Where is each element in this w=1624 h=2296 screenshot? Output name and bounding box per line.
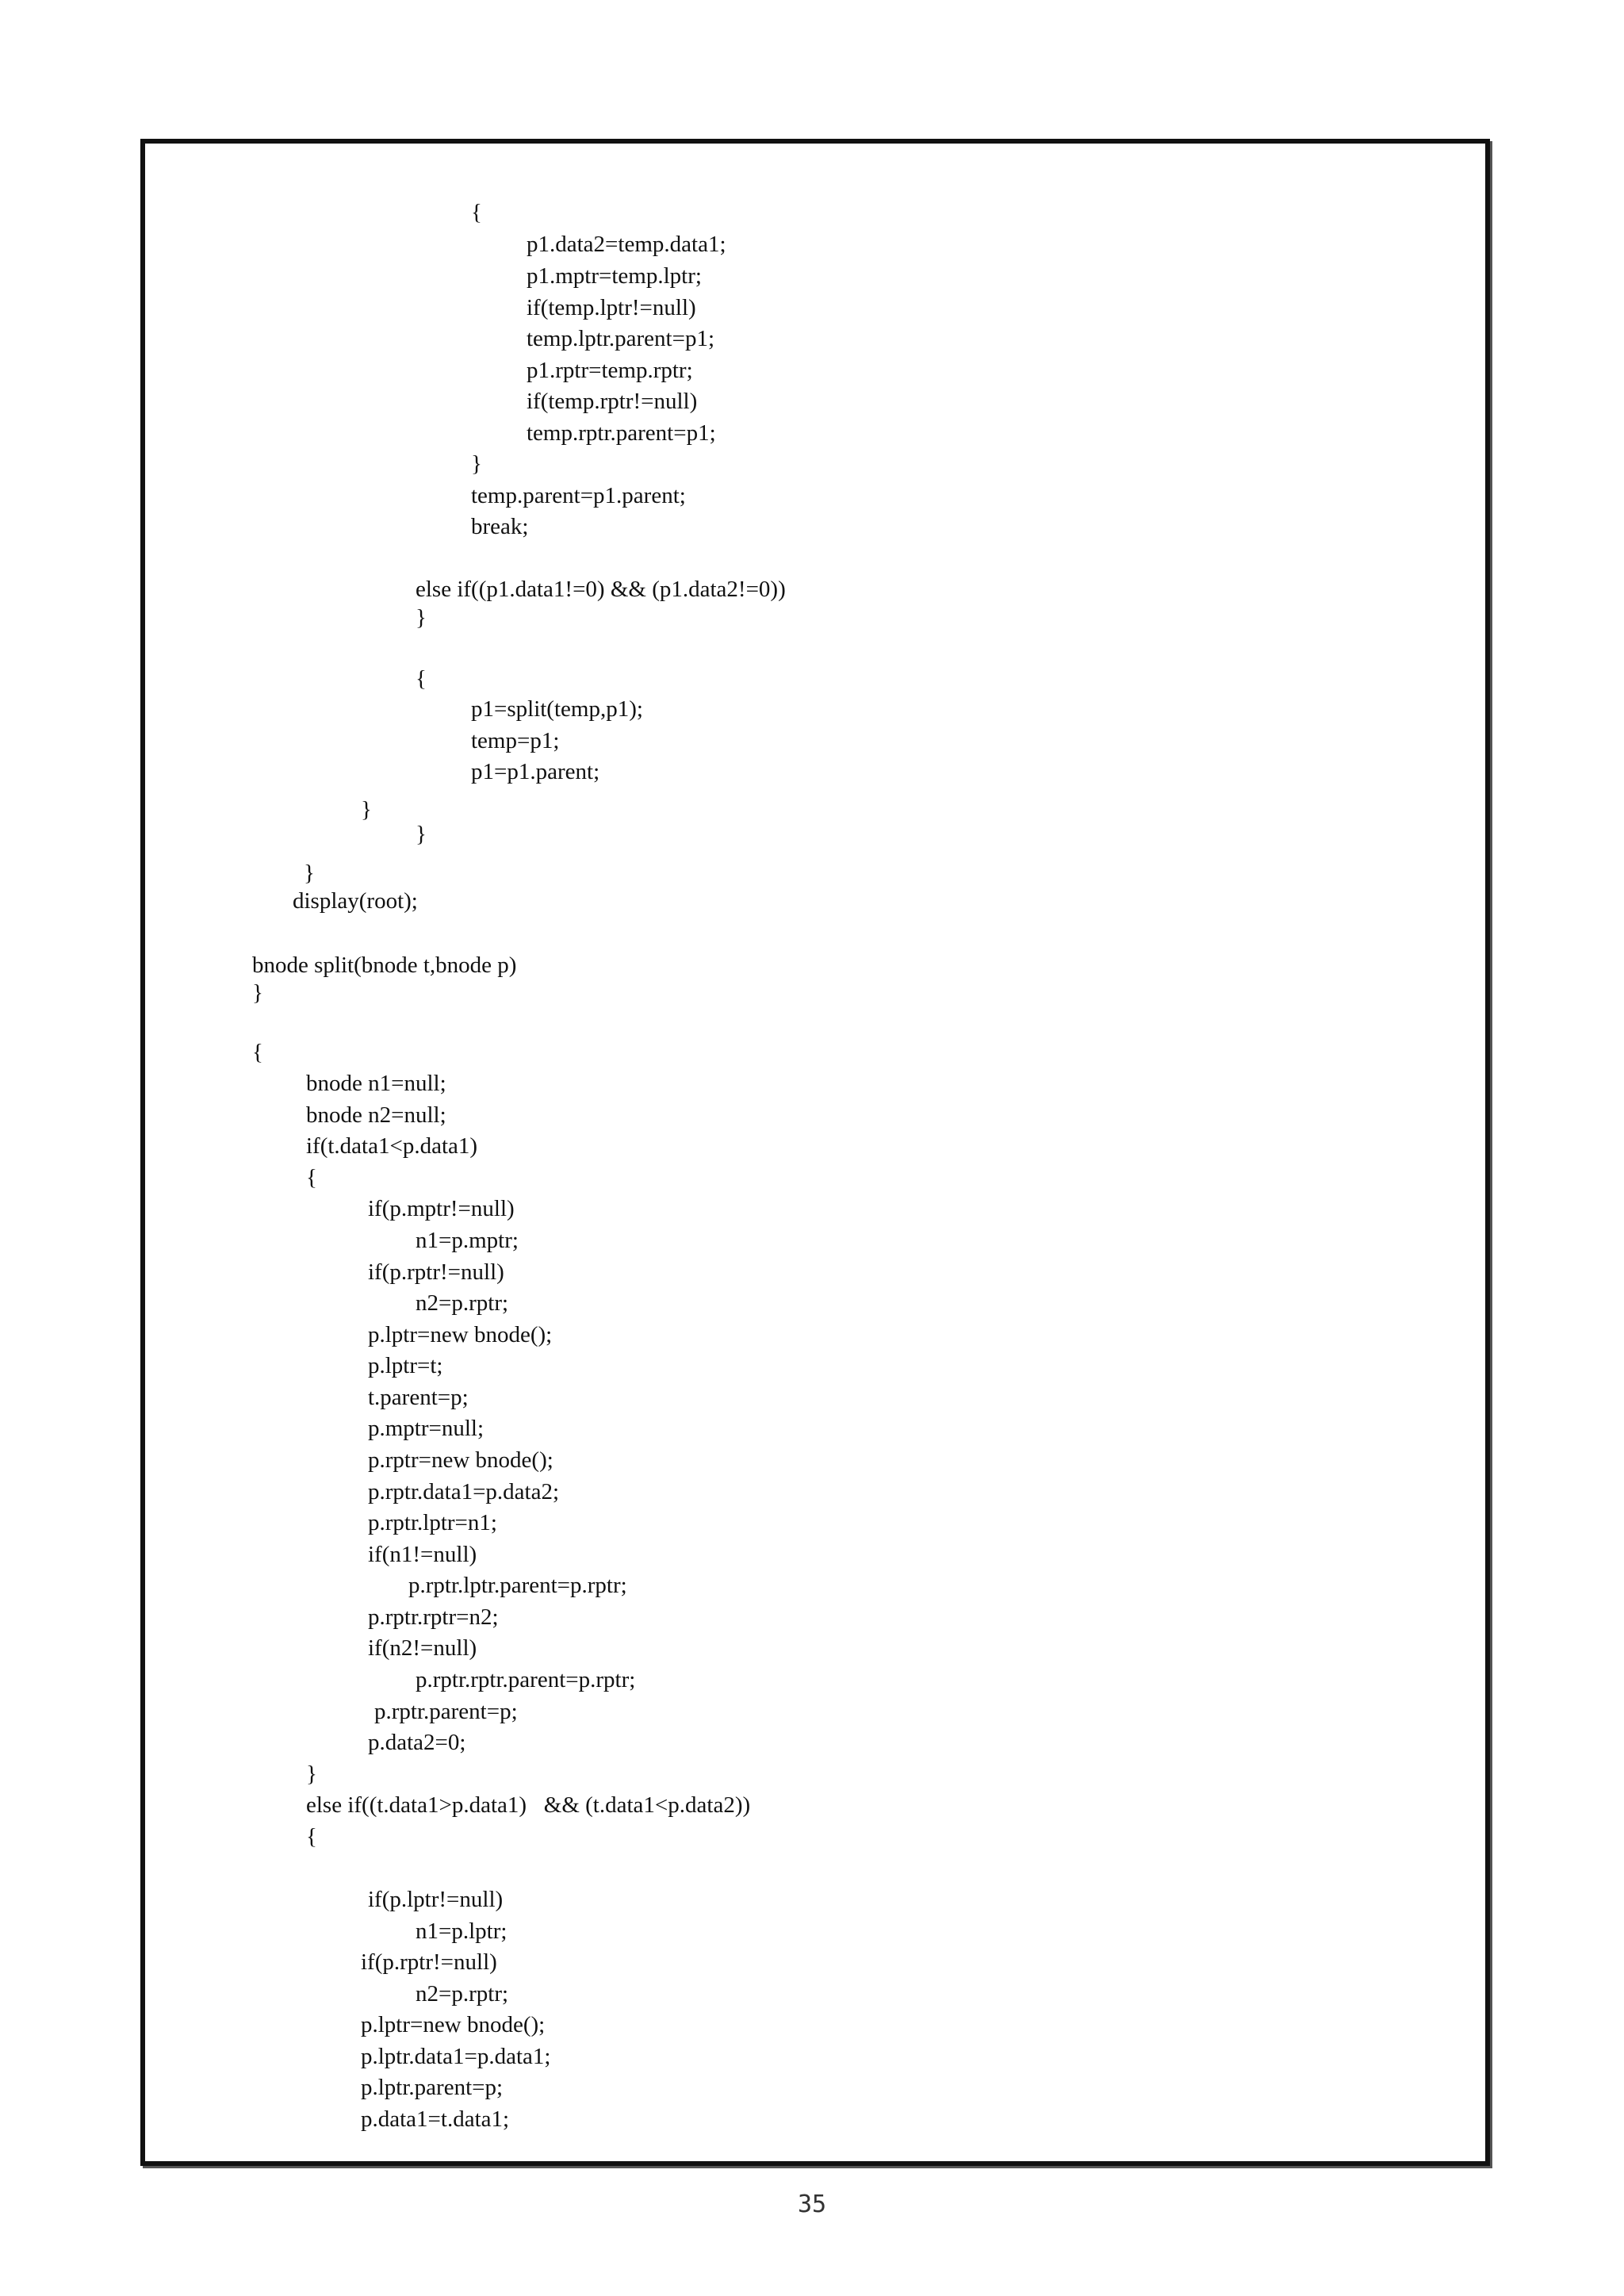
code-line: p.lptr=t; <box>368 1353 443 1378</box>
code-line: p.lptr=new bnode(); <box>361 2012 546 2037</box>
code-line: n2=p.rptr; <box>416 1290 509 1316</box>
code-line: p.rptr.parent=p; <box>374 1699 518 1724</box>
code-line: bnode n2=null; <box>306 1102 446 1128</box>
code-line: p1=split(temp,p1); <box>471 696 643 722</box>
code-line: p.lptr.data1=p.data1; <box>361 2044 551 2069</box>
code-line: n2=p.rptr; <box>416 1981 509 2007</box>
code-line: p1.data2=temp.data1; <box>527 232 726 257</box>
code-line: p.data1=t.data1; <box>361 2106 510 2132</box>
code-line: temp.parent=p1.parent; <box>471 483 686 508</box>
code-line: if(t.data1<p.data1) <box>306 1133 478 1159</box>
code-line: } <box>416 605 427 631</box>
code-line: { <box>252 1040 263 1065</box>
code-line: { <box>471 200 482 225</box>
code-line: temp.rptr.parent=p1; <box>527 420 716 446</box>
code-line: break; <box>471 514 529 539</box>
code-line: p.rptr.rptr=n2; <box>368 1604 499 1630</box>
code-line: } <box>471 451 482 477</box>
code-line: p.data2=0; <box>368 1730 466 1755</box>
code-line: { <box>416 666 427 692</box>
code-line: p.mptr=null; <box>368 1416 485 1441</box>
code-line: temp=p1; <box>471 728 560 753</box>
code-line: if(temp.rptr!=null) <box>527 389 698 414</box>
code-line: p.rptr.lptr=n1; <box>368 1510 497 1535</box>
code-line: if(p.rptr!=null) <box>361 1949 497 1975</box>
code-line: } <box>416 822 427 847</box>
code-line: p1.rptr=temp.rptr; <box>527 358 693 383</box>
code-line: if(n2!=null) <box>368 1635 477 1661</box>
code-line: } <box>306 1761 317 1787</box>
code-line: n1=p.lptr; <box>416 1918 508 1944</box>
code-line: p.rptr.lptr.parent=p.rptr; <box>408 1573 627 1598</box>
code-line: t.parent=p; <box>368 1385 469 1410</box>
code-line: } <box>304 861 315 886</box>
code-line: n1=p.mptr; <box>416 1228 519 1253</box>
code-line: bnode split(bnode t,bnode p) <box>252 953 517 978</box>
code-line: else if((t.data1>p.data1) && (t.data1<p.data2)) <box>306 1792 751 1818</box>
code-line: { <box>306 1824 317 1849</box>
code-line: display(root); <box>293 888 418 914</box>
code-line: p.lptr.parent=p; <box>361 2075 504 2100</box>
code-line: p1=p1.parent; <box>471 759 600 784</box>
code-line: } <box>252 980 263 1006</box>
code-line: p.rptr.rptr.parent=p.rptr; <box>416 1667 636 1692</box>
code-line: temp.lptr.parent=p1; <box>527 326 715 351</box>
code-line: p.rptr=new bnode(); <box>368 1447 553 1473</box>
code-line: else if((p1.data1!=0) && (p1.data2!=0)) <box>416 577 786 602</box>
code-line: p.rptr.data1=p.data2; <box>368 1479 560 1504</box>
code-line: if(p.rptr!=null) <box>368 1259 504 1285</box>
code-line: if(temp.lptr!=null) <box>527 295 696 320</box>
page-number: 35 <box>797 2191 827 2218</box>
code-line: if(n1!=null) <box>368 1542 477 1567</box>
code-line: { <box>306 1165 317 1190</box>
code-line: if(p.mptr!=null) <box>368 1196 515 1221</box>
code-line: p.lptr=new bnode(); <box>368 1322 553 1347</box>
code-line: } <box>361 797 372 822</box>
code-line: p1.mptr=temp.lptr; <box>527 263 702 289</box>
code-line: if(p.lptr!=null) <box>368 1887 504 1912</box>
code-line: bnode n1=null; <box>306 1071 446 1096</box>
